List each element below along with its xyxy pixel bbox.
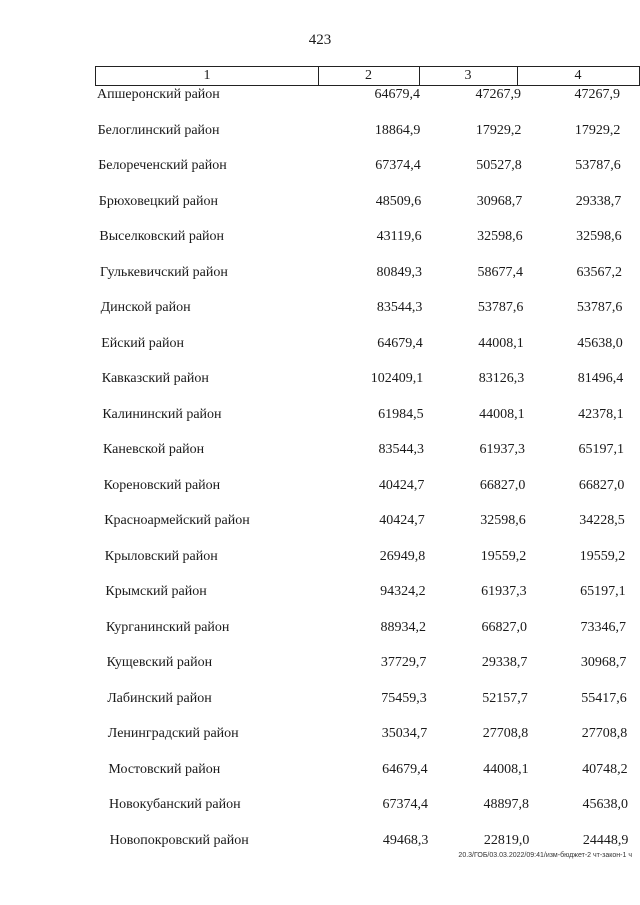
district-name: Брюховецкий район bbox=[98, 193, 218, 209]
value-col-2: 67374,4 bbox=[382, 797, 428, 812]
value-col-2: 43119,6 bbox=[376, 229, 422, 244]
value-col-4: 45638,0 bbox=[577, 335, 623, 351]
table-row bbox=[0, 617, 640, 639]
value-col-3: 44008,1 bbox=[483, 761, 529, 777]
table-row bbox=[0, 333, 640, 355]
district-name: Выселковский район bbox=[99, 229, 225, 244]
value-col-3: 66827,0 bbox=[479, 477, 526, 493]
value-col-3: 32598,6 bbox=[480, 513, 526, 528]
value-col-2: 48509,6 bbox=[375, 193, 422, 209]
value-col-3: 29338,7 bbox=[481, 655, 528, 670]
table-row bbox=[0, 262, 640, 284]
district-name: Динской район bbox=[100, 300, 191, 315]
value-col-3: 58677,4 bbox=[477, 264, 523, 280]
value-col-3: 53787,6 bbox=[477, 300, 524, 315]
header-col-4: 4 bbox=[574, 68, 582, 83]
district-name: Красноармейский район bbox=[104, 513, 250, 528]
footer-stamp: 20.3/ГОБ/03.03.2022/09:41/изм-бюджет-2 чт-закон-1 ч bbox=[458, 852, 632, 859]
value-col-4: 42378,1 bbox=[578, 406, 624, 422]
district-name: Новокубанский район bbox=[109, 797, 241, 812]
value-col-3: 30968,7 bbox=[476, 193, 523, 209]
district-name: Кавказский район bbox=[101, 371, 209, 386]
value-col-4: 65197,1 bbox=[580, 584, 626, 599]
value-col-2: 75459,3 bbox=[381, 690, 427, 706]
district-name: Гулькевичский район bbox=[100, 264, 228, 280]
table-row bbox=[0, 155, 640, 177]
value-col-3: 66827,0 bbox=[481, 619, 527, 635]
value-col-4: 24448,9 bbox=[582, 832, 629, 848]
district-name: Ейский район bbox=[101, 335, 184, 351]
table-row bbox=[0, 120, 640, 142]
value-col-3: 22819,0 bbox=[483, 832, 530, 848]
value-col-2: 80849,3 bbox=[376, 264, 422, 280]
value-col-4: 29338,7 bbox=[575, 193, 622, 209]
value-col-2: 64679,4 bbox=[374, 87, 420, 102]
table-row bbox=[0, 226, 640, 248]
table-row bbox=[0, 475, 640, 497]
district-name: Калининский район bbox=[102, 406, 222, 422]
value-col-4: 55417,6 bbox=[581, 690, 627, 706]
table-row bbox=[0, 404, 640, 426]
table-row bbox=[0, 297, 640, 319]
district-name: Белоглинский район bbox=[97, 122, 220, 138]
table-row bbox=[0, 830, 640, 852]
value-col-4: 73346,7 bbox=[580, 619, 626, 635]
value-col-4: 17929,2 bbox=[574, 122, 621, 138]
value-col-2: 83544,3 bbox=[376, 300, 423, 315]
district-name: Мостовский район bbox=[108, 761, 221, 777]
table-row bbox=[0, 723, 640, 745]
value-col-4: 65197,1 bbox=[578, 442, 624, 457]
district-name: Лабинский район bbox=[107, 690, 212, 706]
header-col-1: 1 bbox=[96, 67, 319, 85]
value-col-3: 19559,2 bbox=[480, 548, 527, 564]
table-row bbox=[0, 759, 640, 781]
header-col-3: 3 bbox=[419, 67, 518, 85]
table-row bbox=[0, 794, 640, 816]
value-col-2: 37729,7 bbox=[380, 655, 427, 670]
value-col-3: 27708,8 bbox=[482, 726, 529, 741]
district-name: Новопокровский район bbox=[109, 832, 249, 848]
value-col-4: 30968,7 bbox=[580, 655, 627, 670]
value-col-4: 45638,0 bbox=[582, 797, 628, 812]
district-name: Крыловский район bbox=[104, 548, 218, 564]
table-row bbox=[0, 84, 640, 106]
table-row bbox=[0, 546, 640, 568]
value-col-3: 17929,2 bbox=[475, 122, 522, 138]
district-name: Ленинградский район bbox=[107, 726, 239, 741]
table-row bbox=[0, 581, 640, 603]
value-col-4: 40748,2 bbox=[582, 761, 628, 777]
value-col-3: 52157,7 bbox=[482, 690, 528, 706]
value-col-3: 47267,9 bbox=[475, 87, 521, 102]
value-col-4: 81496,4 bbox=[577, 371, 624, 386]
value-col-3: 83126,3 bbox=[478, 371, 525, 386]
value-col-4: 53787,6 bbox=[576, 300, 623, 315]
district-name: Кущевский район bbox=[106, 655, 213, 670]
district-name: Апшеронский район bbox=[97, 87, 220, 102]
value-col-4: 19559,2 bbox=[579, 548, 626, 564]
value-col-2: 67374,4 bbox=[375, 158, 421, 173]
value-col-2: 64679,4 bbox=[377, 335, 423, 351]
header-col-2: 2 bbox=[318, 67, 420, 85]
table-row bbox=[0, 439, 640, 461]
value-col-3: 48897,8 bbox=[483, 797, 529, 812]
table-row bbox=[0, 652, 640, 674]
district-name: Крымский район bbox=[105, 584, 207, 599]
value-col-4: 34228,5 bbox=[579, 513, 625, 528]
value-col-2: 26949,8 bbox=[379, 548, 426, 564]
value-col-2: 102409,1 bbox=[370, 371, 424, 386]
table-row bbox=[0, 191, 640, 213]
page-number: 423 bbox=[308, 32, 332, 48]
value-col-4: 66827,0 bbox=[578, 477, 625, 493]
district-name: Кореновский район bbox=[103, 477, 221, 493]
value-col-2: 61984,5 bbox=[378, 406, 424, 422]
district-name: Белореченский район bbox=[98, 158, 227, 173]
table-row bbox=[0, 510, 640, 532]
value-col-2: 94324,2 bbox=[380, 584, 426, 599]
value-col-4: 47267,9 bbox=[574, 87, 620, 102]
table-row bbox=[0, 688, 640, 710]
value-col-3: 44008,1 bbox=[478, 335, 524, 351]
value-col-2: 64679,4 bbox=[382, 761, 428, 777]
district-name: Каневской район bbox=[103, 442, 205, 457]
table-row bbox=[0, 368, 640, 390]
value-col-4: 63567,2 bbox=[576, 264, 622, 280]
value-col-4: 32598,6 bbox=[576, 229, 622, 244]
value-col-2: 49468,3 bbox=[382, 832, 429, 848]
value-col-2: 18864,9 bbox=[374, 122, 421, 138]
value-col-4: 27708,8 bbox=[581, 726, 628, 741]
table-header bbox=[95, 66, 640, 86]
value-col-3: 61937,3 bbox=[481, 584, 527, 599]
value-col-3: 44008,1 bbox=[479, 406, 525, 422]
value-col-2: 83544,3 bbox=[378, 442, 424, 457]
value-col-2: 35034,7 bbox=[381, 726, 428, 741]
value-col-3: 32598,6 bbox=[477, 229, 523, 244]
value-col-2: 40424,7 bbox=[379, 513, 425, 528]
value-col-3: 50527,8 bbox=[476, 158, 522, 173]
district-name: Курганинский район bbox=[106, 619, 230, 635]
value-col-2: 40424,7 bbox=[378, 477, 425, 493]
value-col-3: 61937,3 bbox=[479, 442, 525, 457]
value-col-2: 88934,2 bbox=[380, 619, 426, 635]
value-col-4: 53787,6 bbox=[575, 158, 621, 173]
